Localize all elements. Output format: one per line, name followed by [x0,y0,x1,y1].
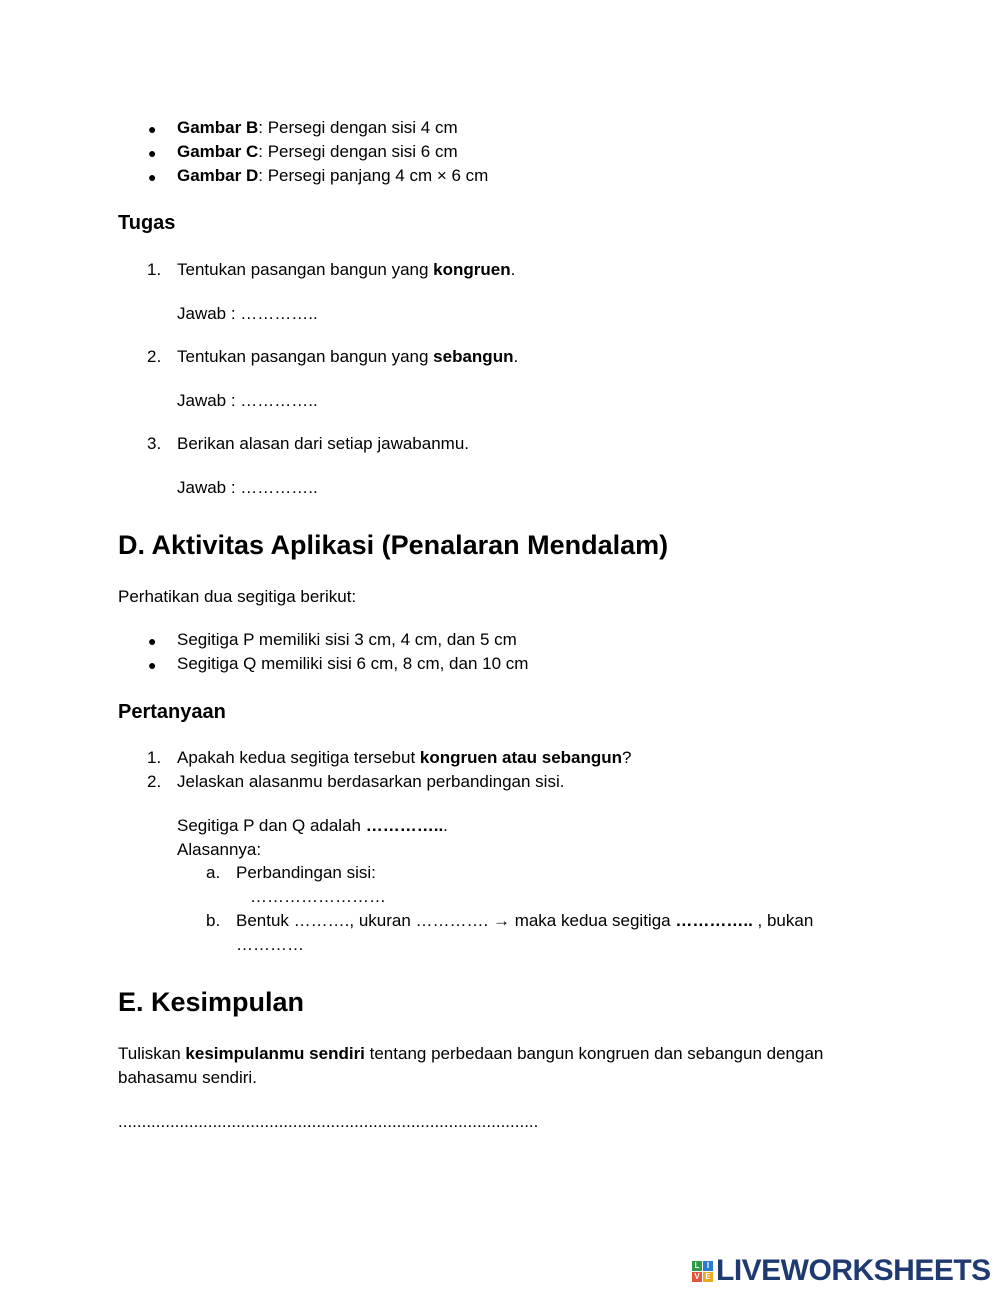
section-d-intro: Perhatikan dua segitiga berikut: [118,587,357,606]
sub-item-a: Perbandingan sisi: [236,863,376,882]
section-e-instruction-line2: bahasamu sendiri. [118,1068,257,1087]
task-item: Berikan alasan dari setiap jawabanmu. [177,434,470,453]
section-e-title: E. Kesimpulan [118,987,305,1017]
triangle-item: Segitiga P memiliki sisi 3 cm, 4 cm, dan 5 cm [177,630,517,649]
liveworksheets-logo [692,1254,991,1288]
bullet-icon: ● [148,657,157,673]
sub-item-b[interactable]: Bentuk ………., ukuran …………. → maka kedua segitiga ………….. , bukan [236,911,814,930]
sub-label-b: b. [206,911,221,930]
task-number: 1. [147,260,162,279]
question-number: 1. [147,748,162,767]
logo-text: LIVEWORKSHEETS [716,1254,991,1287]
bullet-icon: ● [148,169,157,185]
answer-blank[interactable]: Jawab : ………….. [177,478,318,497]
answer-blank-a[interactable]: …………………… [250,887,386,906]
task-item: Tentukan pasangan bangun yang sebangun. [177,347,519,366]
section-d-title: D. Aktivitas Aplikasi (Penalaran Mendalam) [118,530,669,560]
logo-icon: L I V E [692,1261,713,1282]
sub-label-a: a. [206,863,221,882]
questions-heading: Pertanyaan [118,701,226,723]
question-number: 2. [147,772,162,791]
conclusion-answer-line[interactable]: ......................................................................................... [118,1112,539,1131]
figure-item: Gambar D: Persegi panjang 4 cm × 6 cm [177,166,489,185]
bullet-icon: ● [148,121,157,137]
alasan-label: Alasannya: [177,840,262,859]
bullet-icon: ● [148,633,157,649]
answer-blank[interactable]: Jawab : ………….. [177,304,318,323]
answer-blank-b[interactable]: ………… [236,935,304,954]
task-item: Tentukan pasangan bangun yang kongruen. [177,260,516,279]
question-item: Jelaskan alasanmu berdasarkan perbandingan sisi. [177,772,565,791]
question-item: Apakah kedua segitiga tersebut kongruen atau sebangun? [177,748,632,767]
answer-blank[interactable]: Jawab : ………….. [177,391,318,410]
task-number: 2. [147,347,162,366]
task-number: 3. [147,434,162,453]
section-e-instruction: Tuliskan kesimpulanmu sendiri tentang perbedaan bangun kongruen dan sebangun dengan [118,1044,824,1063]
figure-item: Gambar C: Persegi dengan sisi 6 cm [177,142,458,161]
figure-item: Gambar B: Persegi dengan sisi 4 cm [177,118,458,137]
tugas-heading: Tugas [118,212,176,234]
triangle-item: Segitiga Q memiliki sisi 6 cm, 8 cm, dan 10 cm [177,654,529,673]
bullet-icon: ● [148,145,157,161]
answer-line[interactable]: Segitiga P dan Q adalah …………... [177,816,448,835]
